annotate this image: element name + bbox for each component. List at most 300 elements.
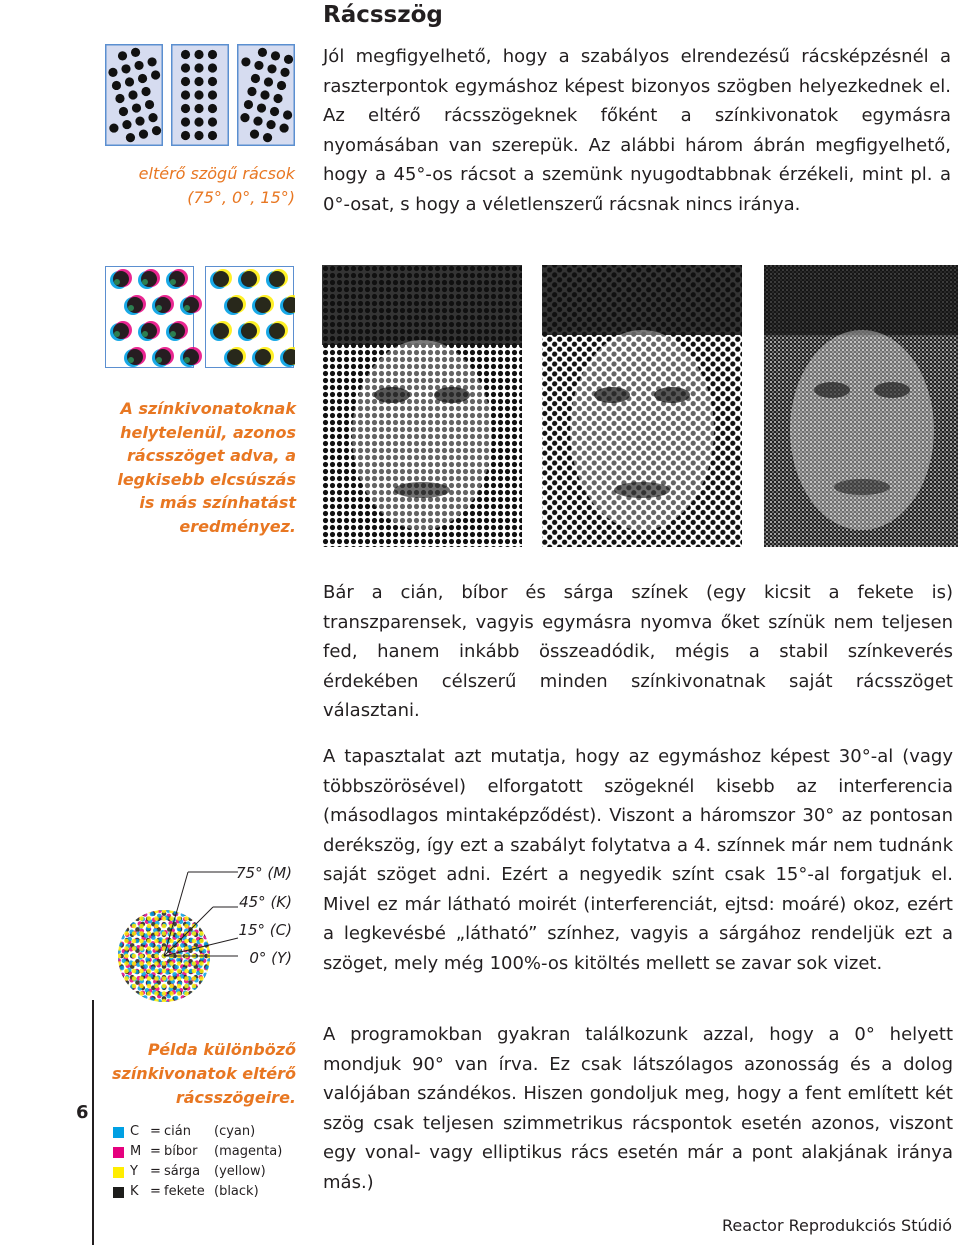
halftone-dot bbox=[117, 894, 122, 899]
halftone-dot bbox=[184, 961, 189, 966]
halftone-dot bbox=[178, 1001, 183, 1006]
halftone-dot bbox=[231, 970, 236, 975]
halftone-dot bbox=[117, 946, 122, 951]
halftone-dot bbox=[117, 999, 122, 1004]
halftone-dot bbox=[177, 946, 182, 951]
halftone-dot bbox=[117, 918, 122, 923]
halftone-dot bbox=[147, 924, 152, 929]
halftone-dot bbox=[209, 980, 214, 985]
halftone-dot bbox=[139, 893, 144, 898]
halftone-dot bbox=[169, 323, 185, 339]
halftone-dot bbox=[117, 989, 122, 994]
halftone-dot bbox=[184, 999, 189, 1004]
halftone-dot bbox=[216, 984, 221, 989]
halftone-dot bbox=[255, 297, 271, 313]
halftone-dot bbox=[146, 895, 151, 900]
halftone-dot bbox=[170, 897, 175, 902]
halftone-dot bbox=[125, 889, 130, 894]
page-margin-rule bbox=[92, 1000, 94, 1245]
halftone-dot bbox=[126, 994, 131, 999]
halftone-dot bbox=[194, 90, 203, 99]
halftone-dot bbox=[154, 991, 159, 996]
halftone-dot bbox=[110, 924, 112, 929]
halftone-dot bbox=[162, 999, 167, 1004]
halftone-dot bbox=[111, 940, 116, 945]
halftone-dot bbox=[125, 927, 130, 932]
halftone-dot bbox=[215, 978, 220, 983]
halftone-dot bbox=[227, 349, 243, 365]
halftone-dot bbox=[117, 969, 122, 974]
halftone-dot bbox=[218, 976, 223, 981]
halftone-dot bbox=[117, 1006, 122, 1010]
halftone-dot bbox=[222, 976, 227, 981]
halftone-dot bbox=[208, 90, 217, 99]
halftone-dot bbox=[184, 969, 189, 974]
halftone-dot bbox=[142, 910, 147, 915]
halftone-dot bbox=[126, 999, 131, 1004]
halftone-dot bbox=[147, 961, 152, 966]
halftone-dot bbox=[231, 982, 236, 987]
halftone-dot bbox=[210, 1005, 215, 1010]
halftone-dot bbox=[244, 100, 253, 109]
halftone-dot bbox=[212, 995, 217, 1000]
halftone-dot bbox=[181, 995, 186, 1000]
halftone-dot bbox=[199, 976, 204, 981]
halftone-dot bbox=[140, 1007, 145, 1010]
halftone-dot bbox=[194, 901, 199, 906]
halftone-dot bbox=[162, 901, 167, 906]
halftone-dot bbox=[154, 939, 159, 944]
halftone-dot bbox=[124, 920, 129, 925]
halftone-dot bbox=[170, 279, 176, 285]
halftone-dot bbox=[180, 943, 185, 948]
halftone-dot bbox=[226, 991, 231, 996]
halftone-dot bbox=[214, 984, 219, 989]
halftone-dot bbox=[144, 1005, 149, 1010]
misregister-caption: A színkivonatoknak helytelenül, azonos rácsszöget adva, a legkisebb elcsúszás is más színhatást eredményez. bbox=[117, 399, 296, 536]
halftone-dot bbox=[113, 271, 129, 287]
halftone-dot bbox=[147, 946, 152, 951]
halftone-dot bbox=[192, 969, 197, 974]
halftone-dot bbox=[117, 931, 122, 936]
halftone-dot bbox=[110, 984, 112, 989]
halftone-dot bbox=[120, 935, 125, 940]
rosette-dots bbox=[110, 869, 240, 1010]
halftone-dot bbox=[132, 939, 137, 944]
halftone-dot bbox=[115, 94, 124, 103]
halftone-dot bbox=[194, 996, 199, 1001]
halftone-dot bbox=[124, 961, 129, 966]
portrait-grid-45 bbox=[542, 265, 742, 547]
halftone-dot bbox=[184, 909, 189, 914]
halftone-dot bbox=[147, 901, 152, 906]
halftone-dot bbox=[110, 936, 115, 941]
halftone-dot bbox=[207, 924, 212, 929]
halftone-dot bbox=[184, 991, 189, 996]
halftone-dot bbox=[184, 939, 189, 944]
grid-panel-0 bbox=[172, 45, 229, 146]
halftone-dot bbox=[151, 70, 160, 79]
halftone-dot bbox=[170, 894, 175, 899]
halftone-dot bbox=[183, 905, 188, 910]
halftone-dot bbox=[199, 1006, 204, 1010]
halftone-dot bbox=[192, 1006, 197, 1010]
halftone-dot bbox=[194, 50, 203, 59]
halftone-dot bbox=[137, 901, 142, 906]
halftone-dot bbox=[190, 884, 195, 889]
halftone-dot bbox=[110, 943, 113, 948]
halftone-dot bbox=[110, 955, 112, 960]
halftone-dot bbox=[114, 938, 119, 943]
halftone-dot bbox=[139, 901, 144, 906]
halftone-dot bbox=[124, 924, 129, 929]
halftone-dot bbox=[197, 882, 202, 887]
halftone-dot bbox=[210, 975, 215, 980]
halftone-dot bbox=[162, 890, 167, 895]
halftone-dot bbox=[114, 948, 119, 953]
halftone-dot bbox=[241, 271, 257, 287]
halftone-dot bbox=[124, 931, 129, 936]
halftone-dot bbox=[110, 986, 113, 991]
portrait-grid-0 bbox=[322, 265, 522, 547]
halftone-dot bbox=[155, 297, 171, 313]
halftone-dot bbox=[121, 904, 126, 909]
grid-panel-15 bbox=[238, 45, 295, 146]
halftone-dot bbox=[128, 906, 133, 911]
halftone-dot bbox=[183, 996, 188, 1001]
halftone-dot bbox=[147, 916, 152, 921]
halftone-dot bbox=[148, 903, 153, 908]
halftone-dot bbox=[162, 869, 167, 874]
halftone-dot bbox=[167, 874, 172, 879]
halftone-dot bbox=[206, 904, 211, 909]
halftone-dot bbox=[208, 50, 217, 59]
halftone-dot bbox=[235, 911, 240, 916]
halftone-dot bbox=[188, 1001, 193, 1006]
halftone-dot bbox=[110, 901, 114, 906]
halftone-dot bbox=[209, 982, 214, 987]
halftone-dot bbox=[197, 913, 202, 918]
halftone-dot bbox=[220, 969, 225, 974]
halftone-dot bbox=[154, 894, 159, 899]
grid-angles-caption-line1: eltérő szögű rácsok bbox=[138, 164, 295, 183]
halftone-dot bbox=[199, 984, 204, 989]
halftone-dot bbox=[147, 976, 152, 981]
halftone-dot bbox=[175, 888, 180, 893]
halftone-dot bbox=[112, 81, 121, 90]
halftone-dot bbox=[177, 924, 182, 929]
halftone-dot bbox=[147, 969, 152, 974]
halftone-dot bbox=[199, 931, 204, 936]
halftone-dot bbox=[119, 911, 124, 916]
halftone-dot bbox=[161, 899, 166, 904]
halftone-dot bbox=[162, 939, 167, 944]
halftone-dot bbox=[132, 969, 137, 974]
halftone-dot bbox=[124, 991, 129, 996]
halftone-dot bbox=[110, 964, 113, 969]
halftone-dot bbox=[111, 967, 116, 972]
halftone-dot bbox=[207, 918, 212, 923]
halftone-dot bbox=[184, 894, 189, 899]
halftone-dot bbox=[156, 874, 161, 879]
page-number: 6 bbox=[76, 1102, 89, 1123]
halftone-dot bbox=[121, 1004, 126, 1009]
halftone-dot bbox=[217, 986, 222, 991]
halftone-dot bbox=[125, 917, 130, 922]
halftone-dot bbox=[227, 297, 243, 313]
halftone-dot bbox=[260, 90, 269, 99]
halftone-dot bbox=[172, 1007, 177, 1010]
halftone-dot bbox=[190, 907, 195, 912]
angle-label-k: 45° (K) bbox=[239, 893, 292, 911]
halftone-dot bbox=[263, 133, 272, 142]
halftone-dot bbox=[118, 973, 123, 978]
halftone-dot bbox=[207, 984, 212, 989]
halftone-dot bbox=[269, 271, 285, 287]
halftone-dot bbox=[154, 916, 159, 921]
halftone-dot bbox=[215, 975, 220, 980]
halftone-dot bbox=[110, 929, 113, 934]
halftone-dot bbox=[142, 331, 148, 337]
halftone-dot bbox=[117, 887, 122, 892]
halftone-dot bbox=[151, 890, 156, 895]
halftone-dot bbox=[119, 922, 124, 927]
halftone-dot bbox=[113, 902, 118, 907]
halftone-dot bbox=[114, 959, 119, 964]
halftone-dot bbox=[135, 906, 140, 911]
halftone-dot bbox=[117, 909, 122, 914]
halftone-dot bbox=[192, 939, 197, 944]
halftone-dot bbox=[194, 899, 199, 904]
halftone-dot bbox=[154, 897, 159, 902]
halftone-dot bbox=[156, 885, 161, 890]
halftone-dot bbox=[139, 946, 144, 951]
halftone-dot bbox=[194, 63, 203, 72]
halftone-dot bbox=[199, 902, 204, 907]
halftone-dot bbox=[199, 924, 204, 929]
halftone-dot bbox=[208, 131, 217, 140]
halftone-dot bbox=[168, 1006, 173, 1010]
halftone-dot bbox=[147, 57, 156, 66]
halftone-dot bbox=[124, 902, 129, 907]
halftone-dot bbox=[199, 889, 204, 894]
halftone-dot bbox=[204, 932, 209, 937]
halftone-dot bbox=[208, 63, 217, 72]
halftone-dot bbox=[119, 107, 128, 116]
halftone-dot bbox=[253, 116, 262, 125]
halftone-dot bbox=[114, 917, 119, 922]
halftone-dot bbox=[156, 305, 162, 311]
halftone-dot bbox=[124, 946, 129, 951]
magenta-swatch bbox=[113, 1147, 124, 1158]
halftone-dot bbox=[110, 894, 114, 899]
halftone-dot bbox=[194, 131, 203, 140]
halftone-dot bbox=[114, 980, 119, 985]
halftone-dot bbox=[123, 897, 128, 902]
misregister-figure bbox=[105, 266, 295, 368]
halftone-dot bbox=[214, 1006, 219, 1010]
halftone-dot bbox=[132, 916, 137, 921]
halftone-dot bbox=[153, 894, 158, 899]
halftone-dot bbox=[208, 77, 217, 86]
halftone-dot bbox=[251, 74, 260, 83]
footer-studio-name: Reactor Reprodukciós Stúdió bbox=[722, 1216, 952, 1235]
halftone-dot bbox=[255, 349, 271, 365]
halftone-dot bbox=[110, 991, 114, 996]
halftone-dot bbox=[110, 954, 114, 959]
section-title: Rácsszög bbox=[323, 2, 443, 28]
halftone-dot bbox=[132, 954, 137, 959]
halftone-dot bbox=[181, 998, 186, 1003]
halftone-dot bbox=[154, 976, 159, 981]
halftone-dot bbox=[132, 999, 137, 1004]
halftone-dot bbox=[131, 48, 140, 57]
halftone-dot bbox=[135, 116, 144, 125]
halftone-dot bbox=[135, 1001, 140, 1006]
halftone-dot bbox=[199, 987, 204, 992]
halftone-dot bbox=[125, 77, 134, 86]
halftone-dot bbox=[183, 297, 199, 313]
halftone-dot bbox=[123, 982, 128, 987]
transparency-paragraph: Bár a cián, bíbor és sárga színek (egy kicsit a fekete is) transzparensek, vagyis egymásra nyomva őket színük nem teljesen fed, hanem inkább összeadódik, mégis a stabil színkeverés érdekében célszerű minden színkivonatnak saját rácsszöget választani. bbox=[323, 582, 953, 721]
yellow-swatch bbox=[113, 1167, 124, 1178]
halftone-dot bbox=[128, 357, 134, 363]
halftone-dot bbox=[117, 924, 122, 929]
halftone-dot bbox=[170, 331, 176, 337]
halftone-dot bbox=[151, 1007, 156, 1010]
halftone-dot bbox=[132, 891, 137, 896]
halftone-dot bbox=[154, 999, 159, 1004]
halftone-dot bbox=[132, 961, 137, 966]
halftone-dot bbox=[108, 68, 117, 77]
halftone-dot bbox=[177, 961, 182, 966]
halftone-dot bbox=[280, 68, 289, 77]
halftone-dot bbox=[247, 87, 256, 96]
halftone-dot bbox=[270, 107, 279, 116]
halftone-dot bbox=[143, 912, 148, 917]
halftone-dot bbox=[188, 895, 193, 900]
halftone-dot bbox=[222, 984, 227, 989]
halftone-dot bbox=[132, 924, 137, 929]
halftone-dot bbox=[169, 999, 174, 1004]
halftone-dot bbox=[154, 946, 159, 951]
halftone-dot bbox=[154, 931, 159, 936]
halftone-portraits bbox=[322, 265, 958, 547]
halftone-dot bbox=[200, 925, 205, 930]
halftone-dot bbox=[135, 908, 140, 913]
halftone-dot bbox=[151, 935, 156, 940]
halftone-dot bbox=[206, 934, 211, 939]
halftone-dot bbox=[128, 90, 137, 99]
halftone-dot bbox=[120, 973, 125, 978]
halftone-dot bbox=[204, 997, 209, 1002]
halftone-dot bbox=[208, 117, 217, 126]
halftone-dot bbox=[124, 1006, 129, 1010]
halftone-dot bbox=[214, 969, 219, 974]
halftone-dot bbox=[130, 899, 135, 904]
halftone-dot bbox=[113, 933, 118, 938]
halftone-dot bbox=[110, 946, 114, 951]
halftone-dot bbox=[155, 901, 160, 906]
halftone-dot bbox=[114, 987, 119, 992]
halftone-dot bbox=[181, 117, 190, 126]
halftone-dot bbox=[117, 991, 122, 996]
halftone-dot bbox=[212, 913, 217, 918]
halftone-dot bbox=[179, 1005, 184, 1010]
halftone-dot bbox=[146, 896, 151, 901]
halftone-dot bbox=[227, 967, 232, 972]
halftone-dot bbox=[112, 909, 117, 914]
halftone-dot bbox=[206, 1004, 211, 1009]
halftone-dot bbox=[110, 905, 115, 910]
halftone-dot bbox=[199, 939, 204, 944]
halftone-dot bbox=[169, 271, 185, 287]
halftone-dot bbox=[132, 991, 137, 996]
halftone-dot bbox=[148, 113, 157, 122]
halftone-dot bbox=[194, 104, 203, 113]
halftone-dot bbox=[156, 906, 161, 911]
halftone-dot bbox=[156, 895, 161, 900]
halftone-dot bbox=[190, 992, 195, 997]
halftone-dot bbox=[155, 349, 171, 365]
halftone-dot bbox=[128, 1002, 133, 1007]
halftone-dot bbox=[110, 978, 113, 983]
halftone-dot bbox=[169, 1006, 174, 1010]
halftone-dot bbox=[199, 920, 204, 925]
halftone-dot bbox=[207, 939, 212, 944]
halftone-dot bbox=[225, 975, 230, 980]
halftone-dot bbox=[169, 969, 174, 974]
halftone-dot bbox=[139, 991, 144, 996]
halftone-dot bbox=[195, 906, 200, 911]
halftone-dot bbox=[122, 120, 131, 129]
halftone-dot bbox=[207, 961, 212, 966]
halftone-dot bbox=[181, 104, 190, 113]
halftone-dot bbox=[213, 1002, 218, 1007]
halftone-dot bbox=[215, 986, 220, 991]
halftone-dot bbox=[240, 113, 249, 122]
halftone-dot bbox=[224, 984, 229, 989]
halftone-dot bbox=[179, 902, 184, 907]
halftone-dot bbox=[134, 884, 139, 889]
halftone-dot bbox=[134, 61, 143, 70]
halftone-dot bbox=[212, 998, 217, 1003]
halftone-dot bbox=[141, 886, 146, 891]
halftone-dot bbox=[169, 901, 174, 906]
halftone-dot bbox=[110, 931, 114, 936]
halftone-dot bbox=[192, 999, 197, 1004]
halftone-dot bbox=[181, 912, 186, 917]
halftone-dot bbox=[109, 123, 118, 132]
halftone-dot bbox=[229, 974, 234, 979]
halftone-dot bbox=[139, 939, 144, 944]
halftone-dot bbox=[124, 901, 129, 906]
halftone-dot bbox=[112, 944, 117, 949]
halftone-dot bbox=[156, 1001, 161, 1006]
halftone-dot bbox=[110, 922, 113, 927]
halftone-dot bbox=[241, 323, 257, 339]
halftone-dot bbox=[199, 991, 204, 996]
halftone-dot bbox=[267, 64, 276, 73]
halftone-dot bbox=[145, 100, 154, 109]
halftone-dot bbox=[130, 901, 135, 906]
halftone-dot bbox=[192, 916, 197, 921]
grid-angles-caption-line2: (75°, 0°, 15°) bbox=[187, 188, 295, 207]
halftone-dot bbox=[135, 895, 140, 900]
halftone-dot bbox=[132, 1006, 137, 1010]
halftone-dot bbox=[188, 991, 193, 996]
halftone-dot bbox=[188, 1000, 193, 1005]
